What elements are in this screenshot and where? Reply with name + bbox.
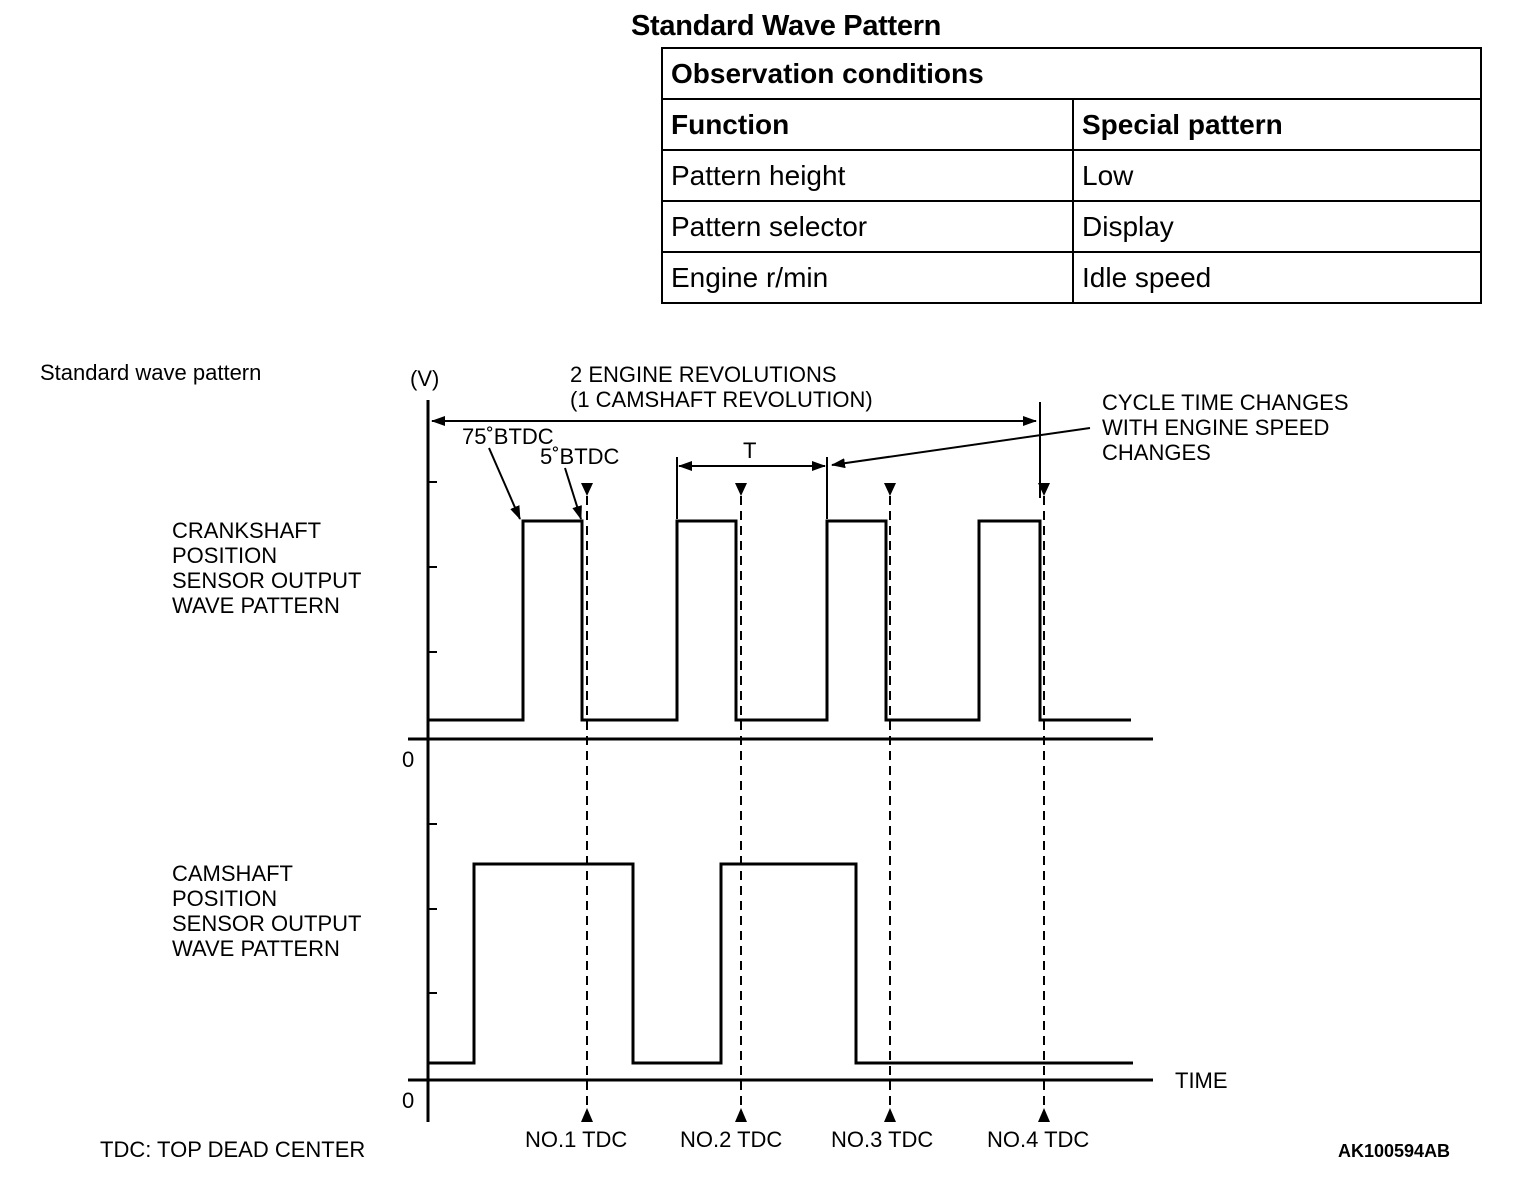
tdc-marker-up (884, 1108, 896, 1122)
crank-label-line: CRANKSHAFT (172, 518, 321, 543)
footnote: TDC: TOP DEAD CENTER (100, 1137, 366, 1162)
figure-code: AK100594AB (1338, 1141, 1451, 1161)
btdc5-arrow (565, 468, 581, 519)
table-cell: Display (1073, 201, 1481, 252)
diagram-caption: Standard wave pattern (40, 360, 262, 385)
crank-label (172, 518, 367, 618)
tdc-label-2: NO.2 TDC (680, 1127, 783, 1152)
cycle-note (1102, 390, 1355, 465)
cam-label-line: POSITION (172, 886, 278, 911)
cycle-note-line: WITH ENGINE SPEED (1102, 415, 1330, 440)
tdc-label-3: NO.3 TDC (831, 1127, 934, 1152)
table-title: Observation conditions (662, 48, 1481, 99)
cam-label-line: SENSOR OUTPUT (172, 911, 362, 936)
table-cell: Pattern height (662, 150, 1073, 201)
period-label: T (743, 438, 757, 463)
crank-label-line: WAVE PATTERN (172, 593, 340, 618)
span-label-line1: 2 ENGINE REVOLUTIONS (570, 362, 837, 387)
callout-arrows (489, 428, 1090, 519)
column-header-special-pattern: Special pattern (1073, 99, 1481, 150)
crankshaft-waveform (428, 521, 1131, 720)
tdc-reference-lines (587, 496, 1044, 1110)
table-cell: Pattern selector (662, 201, 1073, 252)
cam-label-line: CAMSHAFT (172, 861, 293, 886)
table-cell: Idle speed (1073, 252, 1481, 303)
tdc-label-1: NO.1 TDC (525, 1127, 628, 1152)
cycle-note-line: CYCLE TIME CHANGES (1102, 390, 1349, 415)
tdc-top-markers (581, 483, 1050, 496)
span-label-line2: (1 CAMSHAFT REVOLUTION) (570, 387, 873, 412)
page-title: Standard Wave Pattern (631, 10, 942, 42)
tdc-marker-up (581, 1108, 593, 1122)
y-unit-label: (V) (410, 366, 440, 391)
period-dimension (677, 457, 827, 519)
crank-label-line: SENSOR OUTPUT (172, 568, 362, 593)
tdc-marker-down (735, 483, 747, 496)
table-cell: Low (1073, 150, 1481, 201)
cam-label (172, 861, 367, 961)
cam-label-line: WAVE PATTERN (172, 936, 340, 961)
table-cell: Engine r/min (662, 252, 1073, 303)
zero-label-cam: 0 (402, 1088, 415, 1113)
tdc-bottom-markers (581, 1108, 1050, 1122)
column-header-function: Function (662, 99, 1073, 150)
cycle-note-arrow (832, 428, 1090, 465)
btdc75-label: 75˚BTDC (462, 424, 554, 449)
tdc-label-4: NO.4 TDC (987, 1127, 1090, 1152)
tdc-marker-up (1038, 1108, 1050, 1122)
time-label: TIME (1175, 1068, 1228, 1093)
btdc75-arrow (489, 448, 520, 519)
crank-label-line: POSITION (172, 543, 278, 568)
tdc-marker-up (735, 1108, 747, 1122)
zero-label-crank: 0 (402, 747, 415, 772)
camshaft-waveform (428, 864, 1133, 1063)
btdc5-label: 5˚BTDC (540, 444, 620, 469)
tdc-marker-down (581, 483, 593, 496)
tdc-marker-down (884, 483, 896, 496)
cycle-note-line: CHANGES (1102, 440, 1211, 465)
